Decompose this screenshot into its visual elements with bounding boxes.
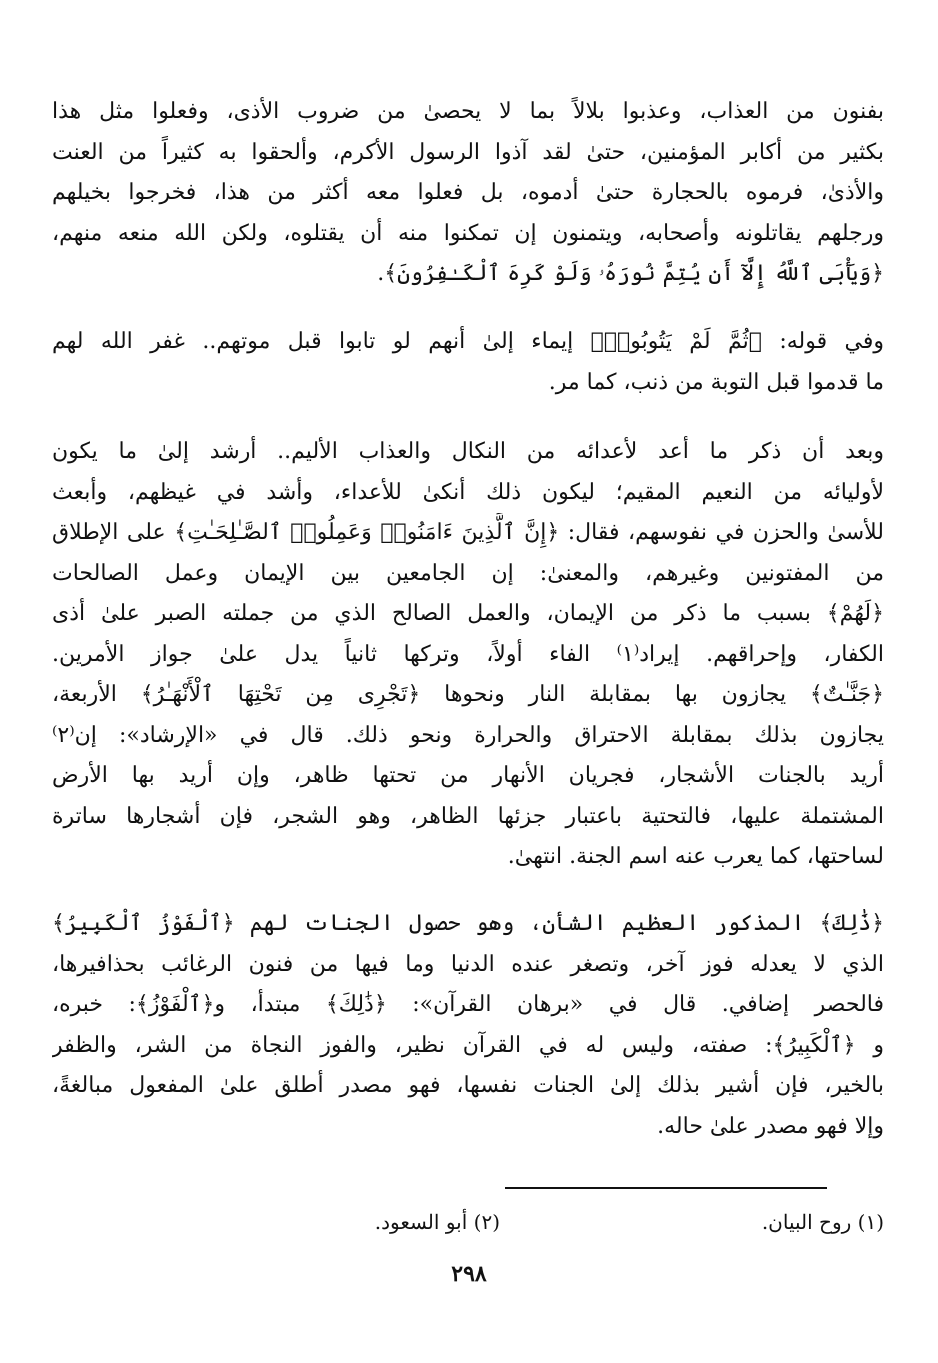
page-number: ٢٩٨ <box>451 1261 487 1287</box>
text-line: وإلا فهو مصدر علىٰ حاله. <box>657 1113 884 1139</box>
text-line: للأسىٰ والحزن في نفوسهم، فقال: ﴿إِنَّ ٱلَّذِينَ ءَامَنُوا۟ وَعَمِلُوا۟ ٱلصَّـٰلِحَـٰتِ﴾ على الإطلاق <box>52 520 884 545</box>
paragraph-4 <box>52 904 884 1147</box>
text-line: والأذىٰ، فرموه بالحجارة حتىٰ أدموه، بل فعلوا معه أكثر من هذا، فخرجوا بخيلهم <box>52 180 884 205</box>
text-line: ﴿جَنَّـٰتٌ﴾ يجازون بها بمقابلة النار ونحوها ﴿تَجْرِى مِن تَحْتِهَا ٱلْأَنْهَـٰرُ﴾ الأربعة، <box>52 682 884 707</box>
text-line: أريد بالجنات الأشجار، فجريان الأنهار من تحتها ظاهر، وإن أريد بها الأرض <box>52 763 884 788</box>
text-line: فالحصر إضافي. قال في «برهان القرآن»: ﴿ذَٰلِكَ﴾ مبتدأ، و﴿ٱلْفَوْزُ﴾: خبره، <box>52 992 884 1017</box>
text-line: الكفار، وإحراقهم. إيراد⁽١⁾ الفاء أولاً، وتركها ثانياً يدل علىٰ جواز الأمرين. <box>52 641 884 667</box>
paragraph-2 <box>52 322 884 403</box>
text-line: من المفتونين وغيرهم، والمعنىٰ: إن الجامعين بين الإيمان وعمل الصالحات <box>52 560 884 586</box>
text-line: ﴿وَيَأْبَى ٱللَّهُ إِلَّآ أَن يُتِمَّ نُورَهُۥ وَلَوْ كَرِهَ ٱلْكَـٰفِرُونَ﴾. <box>377 261 884 286</box>
text-line: الذي لا يعدله فوز آخر، وتصغر عنده الدنيا وما فيها من فنون الرغائب بحذافيرها، <box>52 951 884 977</box>
text-line: ﴿ذَٰلِكَ﴾ المذكور العظيم الشأن، وهو حصول الجنات لهم ﴿ٱلْفَوْزُ ٱلْكَبِيرُ﴾ <box>52 911 884 936</box>
text-line: المشتملة عليها، فالتحتية باعتبار جزئها الظاهر، وهو الشجر، فإن أشجارها ساترة <box>52 803 884 829</box>
text-line: ﴿لَهُمْ﴾ بسبب ما ذكر من الإيمان، والعمل الصالح الذي من جملته الصبر علىٰ أذى <box>52 601 884 626</box>
text-line: لأوليائه من النعيم المقيم؛ ليكون ذلك أنكىٰ للأعداء، وأشد في غيظهم، وأبعث <box>52 479 884 505</box>
text-line: ما قدموا قبل التوبة من ذنب، كما مر. <box>548 369 884 395</box>
paragraph-3 <box>52 432 884 878</box>
paragraph-1 <box>52 92 884 295</box>
footnote-2: (٢) أبو السعود. <box>374 1210 500 1234</box>
text-line: وبعد أن ذكر ما أعد لأعدائه من النكال والعذاب الأليم.. أرشد إلىٰ ما يكون <box>52 439 884 464</box>
text-line: بالخير، فإن أشير بذلك إلىٰ الجنات نفسها، فهو مصدر أطلق علىٰ المفعول مبالغةً، <box>52 1073 884 1098</box>
text-line: ورجلهم يقاتلونه وأصحابه، ويتمنون إن تمكنوا منه أن يقتلوه، ولكن الله منعه منهم، <box>52 220 884 246</box>
text-line: يجازون بذلك بمقابلة الاحتراق والحرارة ونحو ذلك. قال في «الإرشاد»: إن⁽٢⁾ <box>52 722 884 748</box>
text-line: و ﴿ٱلْكَبِيرُ﴾: صفته، وليس له في القرآن نظير، والفوز النجاة من الشر، والظفر <box>52 1032 884 1058</box>
footnote-divider <box>505 1187 827 1189</box>
text-line: بفنون من العذاب، وعذبوا بلالاً بما لا يحصىٰ من ضروب الأذى، وفعلوا مثل هذا <box>52 99 884 124</box>
text-line: بكثير من أكابر المؤمنين، حتىٰ لقد آذوا الرسول الأكرم، وألحقوا به كثيراً من العنت <box>52 139 884 165</box>
text-line: لساحتها، كما يعرب عنه اسم الجنة. انتهىٰ. <box>507 844 884 869</box>
footnote-1: (١) روح البيان. <box>761 1210 884 1234</box>
text-line: وفي قوله: ﴿ثُمَّ لَمْ يَتُوبُوا۟﴾ إيماء إلىٰ أنهم لو تابوا قبل موتهم.. غفر الله لهم <box>52 329 884 354</box>
